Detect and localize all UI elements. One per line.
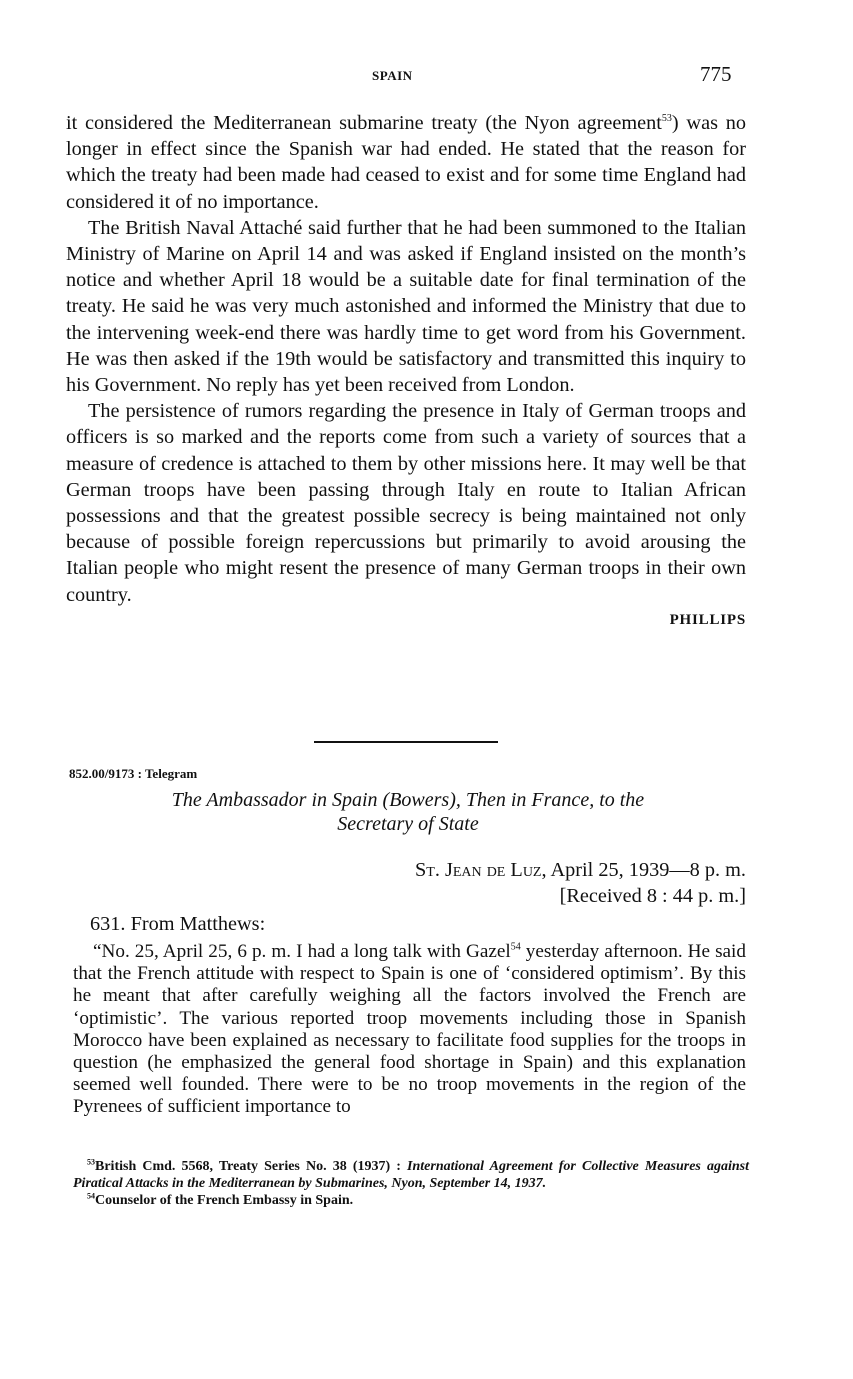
footnote-ref-53: 53 bbox=[661, 113, 672, 125]
paragraph-1-start: it considered the Mediterranean submarine treaty (the Nyon agreement bbox=[66, 112, 662, 134]
file-number: 852.00/9173 : Telegram bbox=[69, 766, 198, 781]
footnote-mark: 54 bbox=[87, 1191, 95, 1201]
footnote-mark: 53 bbox=[87, 1157, 95, 1167]
running-head bbox=[0, 62, 853, 88]
footnote-text: British Cmd. 5568, Treaty Series No. 38 (1937) : bbox=[95, 1159, 408, 1174]
section-divider bbox=[314, 741, 498, 743]
dateline-place: St. Jean de Luz bbox=[414, 859, 542, 881]
paragraph-1 bbox=[66, 110, 746, 215]
signature: PHILLIPS bbox=[669, 611, 746, 628]
page-number: 775 bbox=[700, 62, 732, 86]
footnote-ref-54: 54 bbox=[510, 941, 521, 953]
dateline-date: , April 25, 1939—8 p. m. bbox=[541, 859, 746, 881]
paragraph-2: The British Naval Attaché said further that he had been summoned to the Italian Ministry of Marine on April 14 and was asked if England insisted on the month’s notice and whether April 18 would be a suitable date for final termination of the treaty. He said he was very much astonished and informed the Ministry that due to the intervening week-end there was hardly time to get word from his Government. He was then asked if the 19th would be satisfactory and transmitted this inquiry to his Government. No reply has yet been received from London. bbox=[66, 216, 746, 397]
running-title: SPAIN bbox=[372, 68, 413, 83]
quoted-message-end: yesterday afternoon. He said that the French attitude with respect to Spain is one of ‘considered optimism’. By this he meant that after carefully weighing all the factors involved the French are ‘optimistic’. The various reported troop movements including those in Spanish Morocco have been explained as necessary to facilitate food supplies for the troops in question (he emphasized the general food shortage in Spain) and this explanation seemed well founded. There were to be no troop movements in the region of the Pyrenees of sufficient importance to bbox=[73, 941, 746, 1118]
received-time: [Received 8 : 44 p. m.] bbox=[559, 885, 746, 907]
document-title-line-1: The Ambassador in Spain (Bowers), Then in France, to the bbox=[171, 789, 645, 811]
dateline bbox=[415, 857, 746, 909]
footnote-54 bbox=[73, 1192, 749, 1209]
dateline-place-date bbox=[415, 857, 746, 883]
footnotes bbox=[73, 1158, 749, 1209]
paragraph-1-end: ) was no longer in effect since the Spanish war had ended. He stated that the reason for which the treaty had been made had ceased to exist and for some time England had considered it of no importance. bbox=[66, 112, 746, 213]
paragraph-3: The persistence of rumors regarding the presence in Italy of German troops and officers is so marked and the reports come from such a variety of sources that a measure of credence is attached to them by other missions here. It may well be that German troops have been passing through Italy en route to Italian African possessions and that the greatest possible secrecy is being maintained not only because of possible foreign repercussions but primarily to avoid arousing the Italian people who might resent the presence of many German troops in their own country. bbox=[66, 400, 746, 606]
footnote-text: Counselor of the French Embassy in Spain. bbox=[95, 1193, 354, 1208]
body-text bbox=[66, 110, 746, 629]
quoted-message bbox=[73, 941, 746, 1119]
footnote-italic-text: International Agreement for Collective Measures against Piratical Attacks in the Mediterranean by Submarines, Nyon, September 14, 1937. bbox=[73, 1159, 749, 1191]
footnote-53 bbox=[73, 1158, 749, 1192]
message-number: 631. From Matthews: bbox=[90, 913, 266, 935]
quoted-message-start: “No. 25, April 25, 6 p. m. I had a long talk with Gazel bbox=[93, 941, 511, 962]
document-title bbox=[70, 788, 746, 836]
document-title-line-2: Secretary of State bbox=[337, 813, 479, 835]
